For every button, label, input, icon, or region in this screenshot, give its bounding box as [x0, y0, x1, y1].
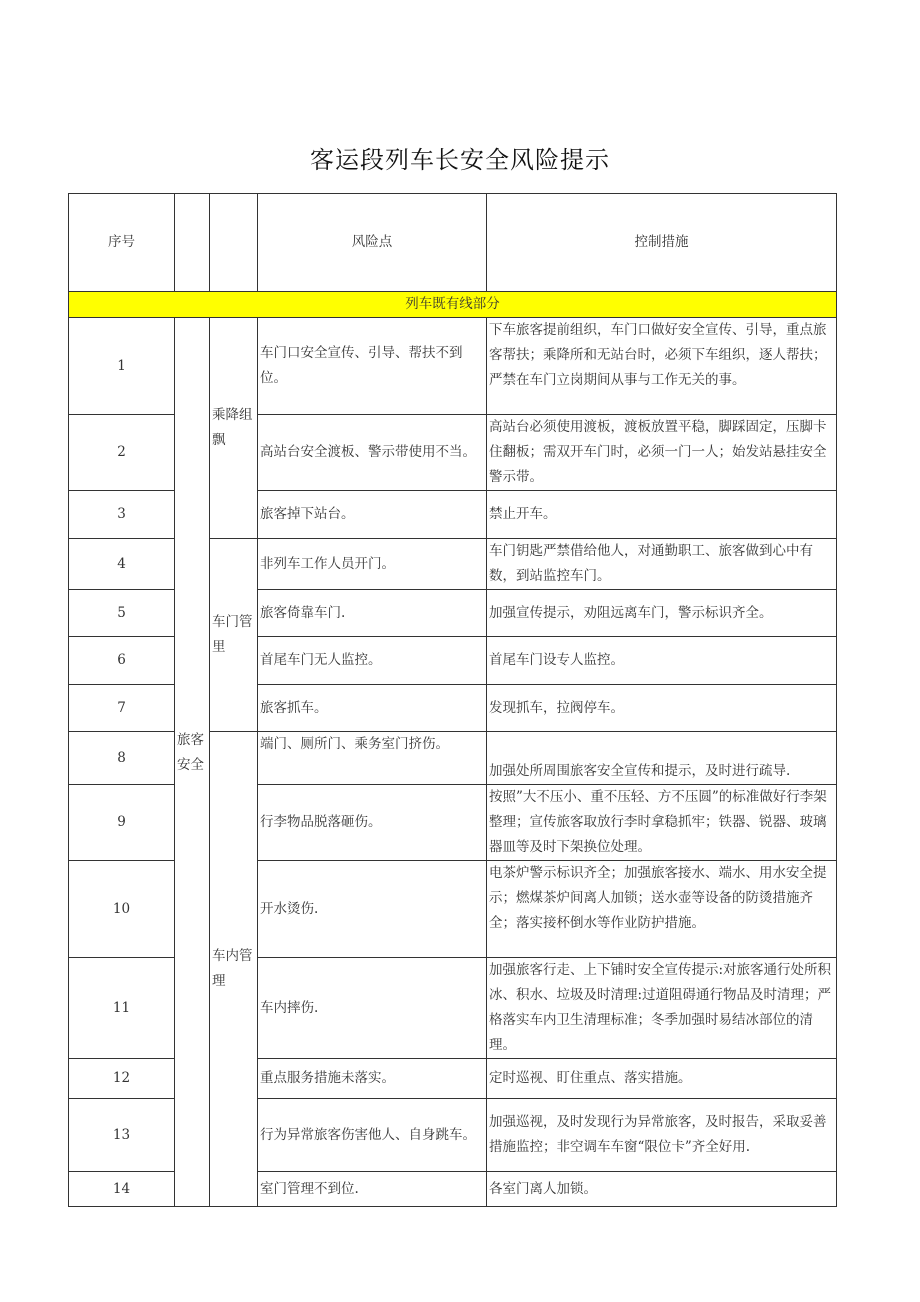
control-measure: 加强巡视，及时发现行为异常旅客，及时报告，采取妥善措施监控；非空调车车窗“限位卡”齐全好用. [487, 1099, 837, 1172]
row-number: 10 [69, 861, 175, 958]
risk-point: 首尾车门无人监控。 [258, 637, 487, 685]
section-row [69, 292, 837, 318]
risk-point: 非列车工作人员开门。 [258, 539, 487, 590]
risk-point: 旅客掉下站台。 [258, 491, 487, 539]
risk-point: 端门、厕所门、乘务室门挤伤。 [258, 732, 487, 785]
row-number: 5 [69, 590, 175, 637]
section-title: 列车既有线部分 [69, 292, 837, 318]
control-measure: 禁止开车。 [487, 491, 837, 539]
risk-point: 行为异常旅客伤害他人、自身跳车。 [258, 1099, 487, 1172]
risk-point: 室门管理不到位. [258, 1172, 487, 1207]
row-number: 1 [69, 318, 175, 415]
control-measure: 发现抓车，拉阀停车。 [487, 685, 837, 732]
table-row [69, 318, 837, 415]
control-measure: 加强处所周围旅客安全宣传和提示，及时进行疏导. [487, 732, 837, 785]
row-number: 12 [69, 1059, 175, 1099]
header-risk: 风险点 [258, 194, 487, 292]
subcategory-door: 车门管里 [210, 539, 258, 732]
row-number: 2 [69, 415, 175, 491]
header-blank-2 [210, 194, 258, 292]
control-measure: 电茶炉警示标识齐全；加强旅客接水、端水、用水安全提示；燃煤茶炉间离人加锁；送水壶等设备的防烫措施齐全；落实接杯倒水等作业防护措施。 [487, 861, 837, 958]
row-number: 13 [69, 1099, 175, 1172]
header-blank-1 [175, 194, 210, 292]
header-control: 控制措施 [487, 194, 837, 292]
subcategory-interior: 车内管理 [210, 732, 258, 1207]
control-measure: 车门钥匙严禁借给他人，对通勤职工、旅客做到心中有数，到站监控车门。 [487, 539, 837, 590]
subcategory-boarding: 乘降组飘 [210, 318, 258, 539]
header-row [69, 194, 837, 292]
control-measure: 定时巡视、盯住重点、落实措施。 [487, 1059, 837, 1099]
control-measure: 加强宣传提示，劝阻远离车门，警示标识齐全。 [487, 590, 837, 637]
row-number: 11 [69, 958, 175, 1059]
risk-point: 车内摔伤. [258, 958, 487, 1059]
risk-point: 行李物品脱落砸伤。 [258, 785, 487, 861]
category-passenger-safety: 旅客安全 [175, 318, 210, 1207]
row-number: 7 [69, 685, 175, 732]
control-measure: 加强旅客行走、上下铺时安全宣传提示:对旅客通行处所积冰、积水、垃圾及时清理:过道阻碍通行物品及时清理；严格落实车内卫生清理标准；冬季加强时易结冰部位的清理。 [487, 958, 837, 1059]
header-seq: 序号 [69, 194, 175, 292]
control-measure: 首尾车门设专人监控。 [487, 637, 837, 685]
risk-table [68, 193, 837, 1207]
risk-point: 开水烫伤. [258, 861, 487, 958]
document-title: 客运段列车长安全风险提示 [310, 146, 610, 174]
control-measure: 按照”大不压小、重不压轻、方不压圆”的标准做好行李架整理；宣传旅客取放行李时拿稳抓牢；铁器、锐器、玻璃器皿等及时下架换位处理。 [487, 785, 837, 861]
risk-point: 旅客倚靠车门. [258, 590, 487, 637]
control-measure: 下车旅客提前组织，车门口做好安全宣传、引导，重点旅客帮扶；乘降所和无站台时，必须下车组织，逐人帮扶；严禁在车门立岗期间从事与工作无关的事。 [487, 318, 837, 415]
risk-point: 重点服务措施未落实。 [258, 1059, 487, 1099]
risk-point: 旅客抓车。 [258, 685, 487, 732]
control-measure: 高站台必须使用渡板，渡板放置平稳，脚踩固定，压脚卡住翻板；需双开车门时，必须一门一人；始发站悬挂安全警示带。 [487, 415, 837, 491]
row-number: 8 [69, 732, 175, 785]
row-number: 6 [69, 637, 175, 685]
risk-point: 车门口安全宣传、引导、帮扶不到位。 [258, 318, 487, 415]
row-number: 3 [69, 491, 175, 539]
row-number: 9 [69, 785, 175, 861]
row-number: 14 [69, 1172, 175, 1207]
row-number: 4 [69, 539, 175, 590]
control-measure: 各室门离人加锁。 [487, 1172, 837, 1207]
risk-point: 高站台安全渡板、警示带使用不当。 [258, 415, 487, 491]
